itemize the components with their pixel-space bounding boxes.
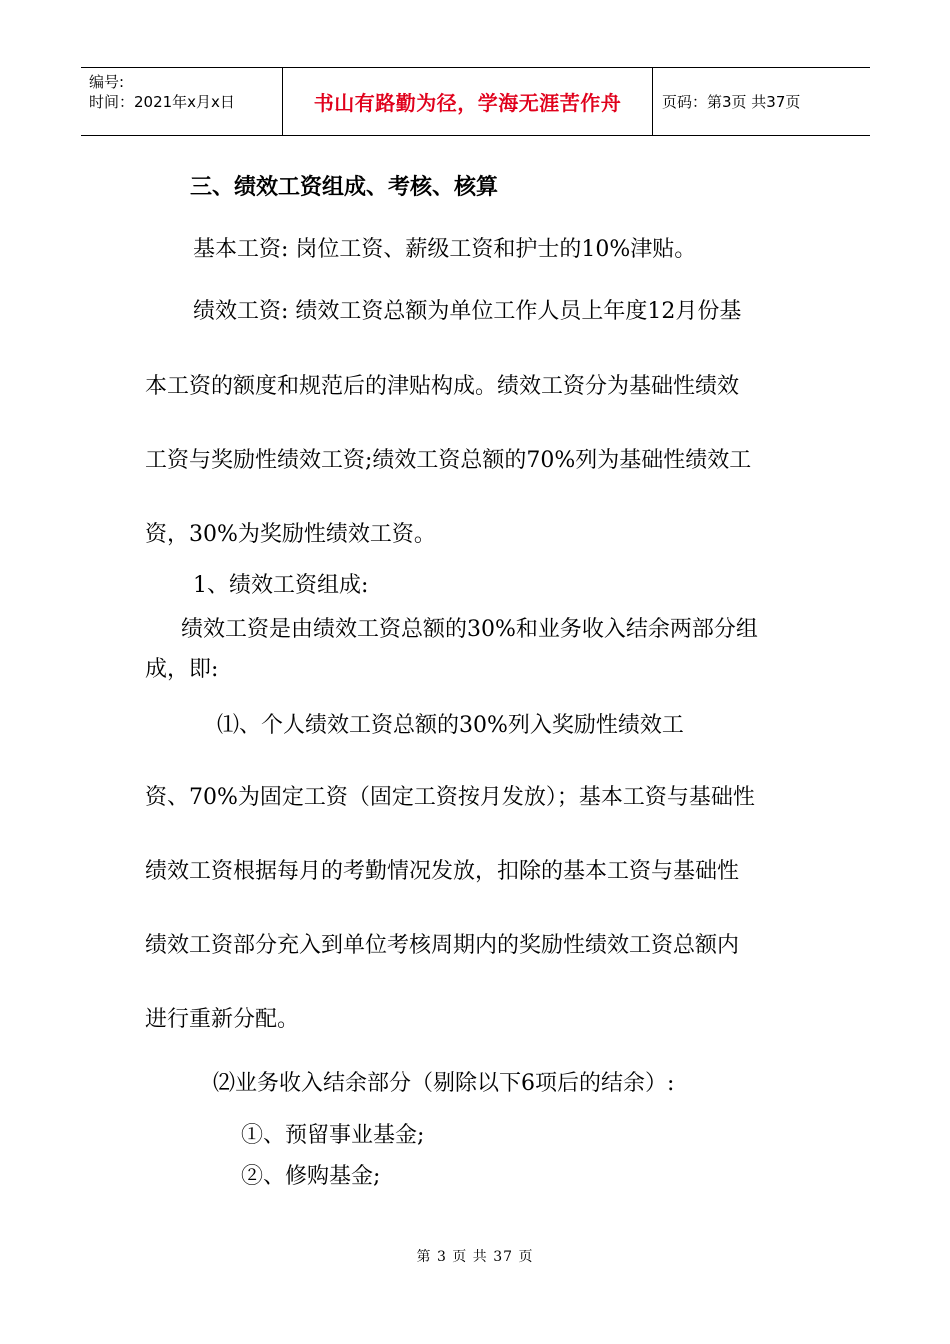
- paragraph-line: 成，即:: [145, 657, 219, 682]
- time-label: 时间：2021年x月x日: [89, 93, 235, 111]
- section-heading: 三、绩效工资组成、考核、核算: [190, 174, 499, 200]
- paragraph-line: 基本工资: 岗位工资、薪级工资和护士的10%津贴。: [193, 237, 697, 262]
- paragraph-line: 绩效工资根据每月的考勤情况发放，扣除的基本工资与基础性: [145, 859, 740, 884]
- header-meta: [81, 68, 283, 135]
- list-item: ①、预留事业基金;: [241, 1123, 425, 1148]
- paragraph-line: 资、70%为固定工资（固定工资按月发放）；基本工资与基础性: [145, 785, 755, 810]
- paragraph-line: 进行重新分配。: [145, 1007, 300, 1032]
- paragraph-line: 绩效工资是由绩效工资总额的30%和业务收入结余两部分组: [181, 617, 758, 642]
- header-motto: 书山有路勤为径，学海无涯苦作舟: [283, 68, 653, 135]
- paragraph-line: 本工资的额度和规范后的津贴构成。绩效工资分为基础性绩效: [145, 374, 740, 399]
- paragraph-line: 绩效工资部分充入到单位考核周期内的奖励性绩效工资总额内: [145, 933, 740, 958]
- list-heading: ⑵业务收入结余部分（剔除以下6项后的结余）:: [213, 1071, 675, 1096]
- header-table: [81, 67, 870, 136]
- paragraph-line: 工资与奖励性绩效工资;绩效工资总额的70%列为基础性绩效工: [145, 448, 752, 473]
- list-item: ②、修购基金;: [241, 1164, 381, 1189]
- paragraph-line: ⑴、个人绩效工资总额的30%列入奖励性绩效工: [217, 713, 684, 738]
- paragraph-line: 绩效工资: 绩效工资总额为单位工作人员上年度12月份基: [193, 299, 742, 324]
- page-footer: 第 3 页 共 37 页: [416, 1249, 534, 1265]
- number-label: 编号:: [89, 73, 125, 91]
- paragraph-line: 资，30%为奖励性绩效工资。: [145, 522, 436, 547]
- header-page-info: 页码：第3页 共37页: [662, 93, 801, 111]
- subheading-line: 1、绩效工资组成:: [193, 573, 369, 598]
